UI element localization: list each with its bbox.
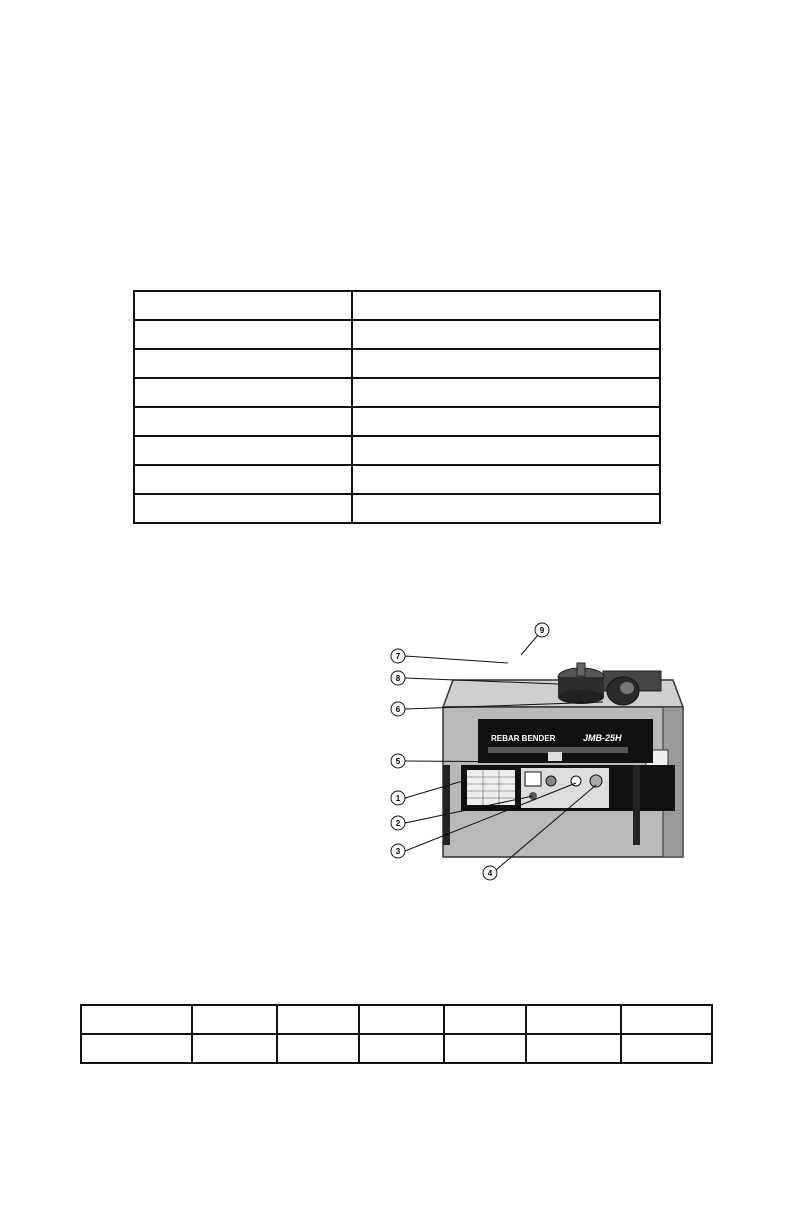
table-cell <box>134 436 352 465</box>
table-cell <box>134 465 352 494</box>
table-cell <box>192 1005 277 1034</box>
callout-1 <box>391 791 405 805</box>
callout-8 <box>391 671 405 685</box>
table-row <box>134 407 660 436</box>
table-cell <box>134 320 352 349</box>
table-cell <box>621 1005 712 1034</box>
table-row <box>134 349 660 378</box>
callout-9 <box>535 623 549 637</box>
table-cell <box>352 465 660 494</box>
table-cell <box>444 1005 526 1034</box>
specifications-table <box>133 290 661 524</box>
table-cell <box>444 1034 526 1063</box>
callout-label: 2 <box>395 819 401 828</box>
table-cell <box>277 1034 359 1063</box>
table-cell <box>359 1034 444 1063</box>
table-row <box>81 1005 712 1034</box>
table-cell <box>352 320 660 349</box>
panel-title: REBAR BENDER <box>491 734 556 743</box>
table-cell <box>192 1034 277 1063</box>
table-row <box>81 1034 712 1063</box>
table-row <box>134 494 660 523</box>
table-cell <box>352 407 660 436</box>
table-cell <box>81 1005 192 1034</box>
table-cell <box>359 1005 444 1034</box>
callout-label: 5 <box>395 757 401 766</box>
table-cell <box>526 1034 621 1063</box>
table-cell <box>352 349 660 378</box>
callout-label: 9 <box>539 626 545 635</box>
callout-label: 4 <box>487 869 493 878</box>
table-cell <box>352 436 660 465</box>
table-cell <box>134 407 352 436</box>
table-cell <box>621 1034 712 1063</box>
callout-6 <box>391 702 405 716</box>
callout-label: 6 <box>395 705 401 714</box>
rebar-bender-figure <box>383 615 693 885</box>
table-cell <box>277 1005 359 1034</box>
table-row <box>134 320 660 349</box>
callout-label: 8 <box>395 674 401 683</box>
table-cell <box>352 494 660 523</box>
callout-7 <box>391 649 405 663</box>
callout-2 <box>391 816 405 830</box>
table-cell <box>526 1005 621 1034</box>
callout-5 <box>391 754 405 768</box>
table-row <box>134 465 660 494</box>
table-cell <box>134 378 352 407</box>
table-cell <box>352 378 660 407</box>
callout-3 <box>391 844 405 858</box>
table-row <box>134 378 660 407</box>
table-cell <box>81 1034 192 1063</box>
callout-label: 7 <box>395 652 401 661</box>
table-cell <box>134 291 352 320</box>
table-cell <box>134 494 352 523</box>
callout-label: 1 <box>395 794 401 803</box>
callout-4 <box>483 866 497 880</box>
callout-label: 3 <box>395 847 401 856</box>
front-panel <box>478 719 653 763</box>
table-row <box>134 291 660 320</box>
table-cell <box>352 291 660 320</box>
table-cell <box>134 349 352 378</box>
bottom-table <box>80 1004 713 1064</box>
model-label: JMB-25H <box>583 733 622 743</box>
table-row <box>134 436 660 465</box>
